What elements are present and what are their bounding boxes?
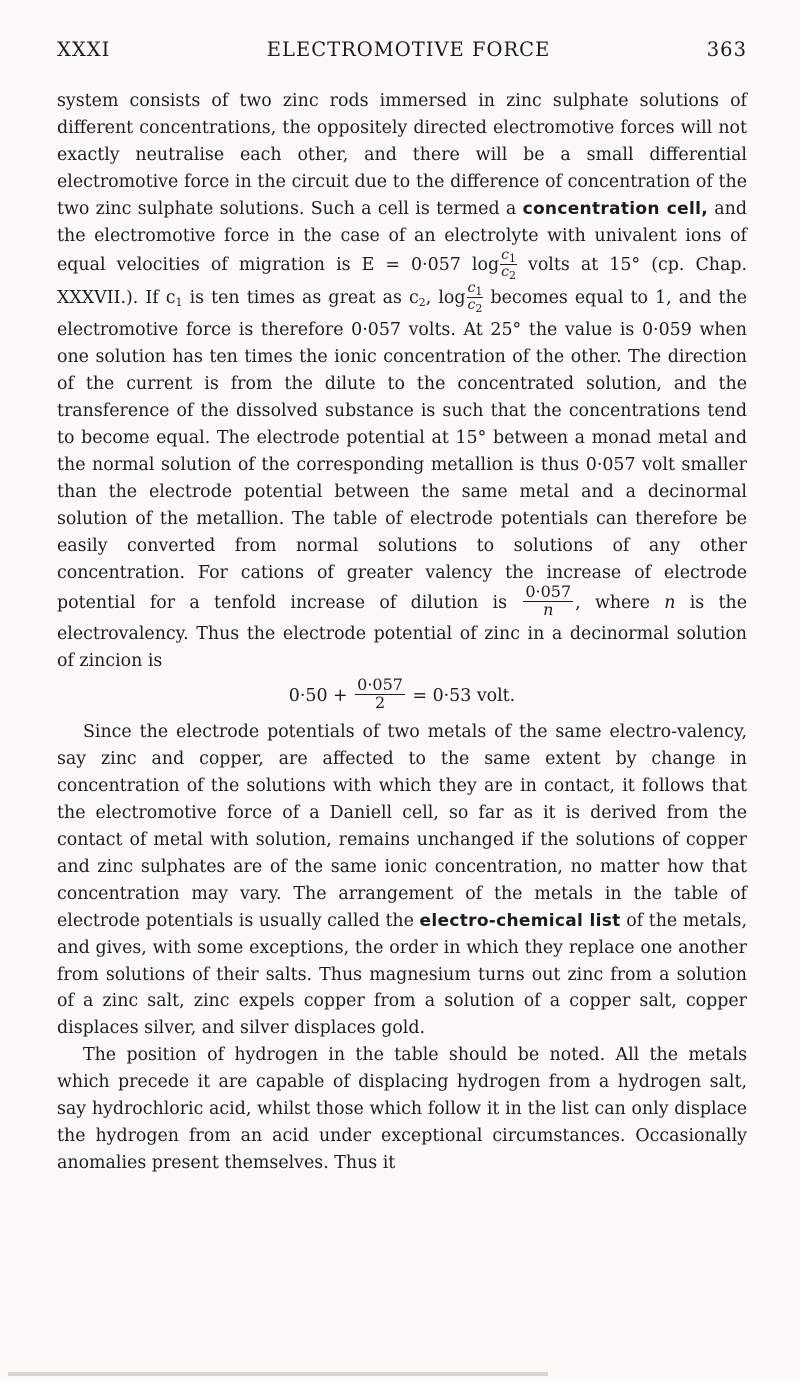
math-c: c xyxy=(467,280,476,297)
text-run: Since the electrode potentials of two metals of the same electro-valency, say zinc and copper, are affected to the same extent by change in concentration of the solutions with which they are in contact, it follows that the electromotive force of a Daniell cell, so far as it is derived from the contact of metal with solution, remains unchanged if the solutions of copper and zinc sulphates are of the same ionic concentration, no matter how that concentration may vary. The arrangement of the metals in the table of electrode potentials is usually called the xyxy=(57,722,747,931)
paragraph-1 xyxy=(57,88,747,675)
text-run: system consists of two zinc rods immersed in zinc sulphate solutions of different concentrations, the oppositely directed electromotive forces will not exactly neutralise each other, and there will be a small differential electromotive force in the circuit due to the difference of concentration of the two zinc sulphate solutions. Such a cell is termed a xyxy=(57,91,747,219)
math-sub: 1 xyxy=(508,252,516,266)
fraction-0057-over-n xyxy=(523,584,573,619)
math-n: n xyxy=(543,600,554,620)
chapter-number: XXXI xyxy=(57,38,111,61)
term-concentration-cell: concentration cell, xyxy=(522,198,708,219)
equation-left: 0·50 + xyxy=(288,685,354,706)
display-equation xyxy=(57,674,747,714)
running-header xyxy=(57,38,747,78)
text-run: , log xyxy=(425,288,466,309)
fraction-0057-over-2 xyxy=(355,674,405,712)
paragraph-3: The position of hydrogen in the table should be noted. All the metals which precede it are capable of displacing hydrogen from a hydrogen salt, say hydrochloric acid, whilst those which follow it in the list can only displace the hydrogen from an acid under exceptional circumstances. Occasionally anomalies present themselves. Thus it xyxy=(57,1045,747,1173)
text-run: of the metals, and gives, with some exceptions, the order in which they replace one another from solutions of their salts. Thus magnesium turns out zinc from a solution of a zinc salt, zinc expels copper from a solution of a copper salt, copper displaces silver, and silver displaces gold. xyxy=(57,910,747,1039)
math-c: c xyxy=(501,247,509,264)
text-run: and the electromotive force in the case of an electrolyte with univalent ions of equal velocities of migration is E = 0·057 log xyxy=(57,198,748,276)
ratio-c1-c2 xyxy=(500,248,517,281)
fraction-numerator: 0·057 xyxy=(525,582,572,602)
equation-right: = 0·53 volt. xyxy=(406,685,516,706)
text-run: is ten times as great as c xyxy=(182,288,419,309)
math-sub: 2 xyxy=(418,296,426,310)
math-c: c xyxy=(501,264,509,281)
text-run: is the electrovalency. Thus the electrode potential of zinc in a decinormal solution of zincion is xyxy=(57,593,747,671)
math-sub: 2 xyxy=(508,269,516,283)
fraction-denominator: 2 xyxy=(374,692,386,712)
scan-edge-shadow xyxy=(8,1372,548,1376)
fraction-denominator xyxy=(523,602,573,619)
fraction-numerator: 0·057 xyxy=(357,674,403,694)
math-c: c xyxy=(467,297,476,314)
math-sub: 1 xyxy=(175,296,183,310)
body-text xyxy=(57,88,747,1177)
running-title: ELECTROMOTIVE FORCE xyxy=(266,38,551,61)
math-sub: 2 xyxy=(475,302,483,316)
ratio-c1-c2 xyxy=(467,281,484,314)
text-run: volts at 15° (cp. Chap. XXXVII.). If c xyxy=(57,255,747,309)
text-run: becomes equal to 1, and the electromotive force is therefore 0·057 volts. At 25° the value is 0·059 when one solution has ten times the ionic concentration of the other. The direction of the current is from the dilute to the concentrated solution, and the transference of the dissolved substance is such that the concentrations tend to become equal. The electrode potential at 15° between a monad metal and the normal solution of the corresponding metallion is thus 0·057 volt smaller than the electrode potential between the same metal and a decinormal solution of the metallion. The table of electrode potentials can therefore be easily converted from normal solutions to solutions of any other concentration. For cations of greater valency the increase of electrode potential for a tenfold increase of dilution is xyxy=(57,288,747,614)
text-run: , where xyxy=(575,593,665,614)
math-sub: 1 xyxy=(475,285,483,299)
book-page xyxy=(57,38,747,1177)
page-number: 363 xyxy=(706,38,747,61)
math-n: n xyxy=(664,593,676,614)
term-electro-chemical-list: electro-chemical list xyxy=(419,910,621,931)
paragraph-2 xyxy=(57,719,747,1042)
